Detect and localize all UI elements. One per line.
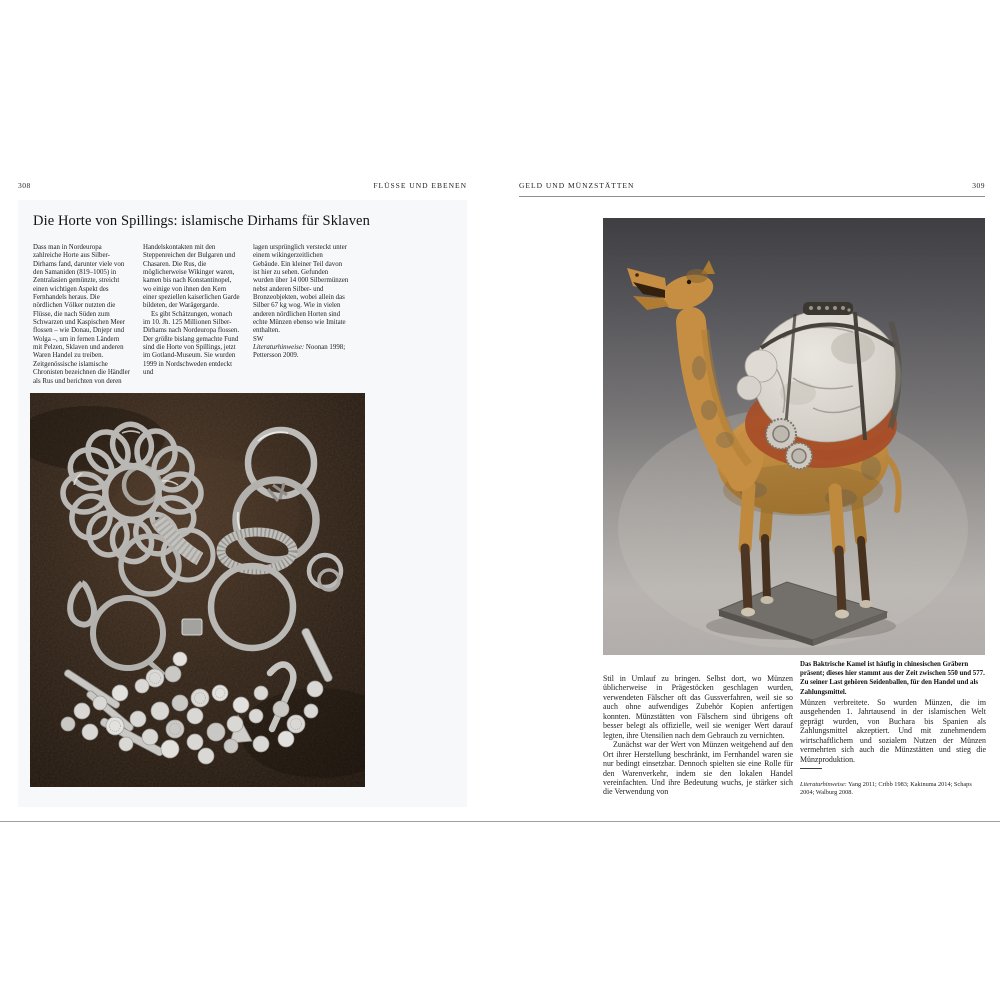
right-header-rule <box>519 196 985 197</box>
box-references <box>253 344 350 361</box>
right-page-number: 309 <box>972 181 985 190</box>
camel-illustration <box>603 218 985 655</box>
body-column-left <box>603 674 793 797</box>
body-right-paragraph: Münzen verbreitete. So wurden Münzen, die im ausgehenden 1. Jahrtausend in der islamischen Welt geprägt wurden, von Buchara bis Spanien als Zahlungsmittel akzeptiert. Und mit zunehmendem wirtschaftlichem und sozialem Nutzen der Münzen vermehrten sich auch die Münzstätten und stieg die Münzproduktion. <box>800 698 986 764</box>
silver-hoard-photo <box>30 393 365 787</box>
box-title: Die Horte von Spillings: islamische Dirhams für Sklaven <box>33 213 370 229</box>
left-running-header <box>18 181 467 190</box>
body-left-paragraph-2: Zunächst war der Wert von Münzen weitgehend auf den Ort ihrer Herstellung beschränkt, im Fernhandel waren sie nur bedingt einsetzbar. Dennoch spielten sie eine Rolle für den Warenverkehr, indem sie den lokalen Handel vereinfachten. Und ihre Bedeutung wuchs, je stärker sich die Verwendung von <box>603 740 793 797</box>
box-column-2 <box>143 244 240 386</box>
right-references-text: Yang 2011; Cribb 1983; Kakinuma 2014; Schaps 2004; Walburg 2008. <box>800 781 972 796</box>
spread-bottom-rule <box>0 821 1000 822</box>
references-divider <box>800 768 822 769</box>
body-left-paragraph-1: Stil in Umlauf zu bringen. Selbst dort, wo Münzen üblicherweise in Prägestöcken geschlagen wurden, verwendeten Fälscher oft das Gussverfahren, weil sie so auch ohne aufwendiges Zubehör Kopien anfertigen konnten. Münzstätten von Fälschern sind übrigens oft besser belegt als offizielle, weil sie weniger Wert darauf legten, ihre Utensilien nach dem Gebrauch zu vernichten. <box>603 674 793 740</box>
references-text: Noonan 1998; Pettersson 2009. <box>253 344 346 360</box>
silver-cylinder <box>182 619 202 635</box>
left-page-number: 308 <box>18 181 31 190</box>
spillings-info-box <box>18 200 467 807</box>
right-running-header <box>519 181 985 190</box>
camel-photo <box>603 218 985 655</box>
box-col1-paragraph: Dass man in Nordeuropa zahlreiche Horte aus Silber-Dirhams fand, darunter viele von den Samaniden (819–1005) in Zentralasien gemünzte, streicht einen wichtigen Aspekt des Fernhandels heraus. Die nördlichen Völker nutzten die Flüsse, die nach Süden zum Schwarzen und Kaspischen Meer flossen – wie Donau, Dnjepr und Wolga –, um in fernen Ländern mit Pelzen, Sklaven und anderen Waren Handel zu treiben. Zeitgenössische islamische Chronisten bezeichnen die Händler als Rus und berichten von deren <box>33 244 131 385</box>
box-column-1 <box>33 244 130 386</box>
author-initials: SW <box>253 335 264 343</box>
box-col2-paragraph-1: Handelskontakten mit den Steppenreichen der Bulgaren und Chasaren. Die Rus, die möglicherweise Wikinger waren, kamen bis nach Konstantinopel, wo einige von ihnen den Kern einer speziellen kaiserlichen Garde bildeten, der Warägergarde. <box>143 244 240 310</box>
right-references <box>800 781 986 797</box>
silver-hoard-illustration <box>30 393 365 787</box>
camel-eye <box>687 280 691 284</box>
body-column-right <box>800 698 986 764</box>
box-column-group <box>33 244 363 386</box>
box-col2-paragraph-2: Es gibt Schätzungen, wonach im 10. Jh. 125 Millionen Silber-Dirhams nach Nordeuropa flossen. Der größte bislang gemachte Fund sind die Horte von Spillings, jetzt im Gotland-Museum. Sie wurden 1999 in Nordschweden entdeckt und <box>143 310 240 377</box>
right-references-label: Literaturhinweise: <box>800 781 847 788</box>
right-running-head: GELD UND MÜNZSTÄTTEN <box>519 181 635 190</box>
box-column-3 <box>253 244 350 386</box>
left-running-head: FLÜSSE UND EBENEN <box>373 181 467 190</box>
camel-caption: Das Baktrische Kamel ist häufig in chinesischen Gräbern präsent; dieses hier stammt aus der Zeit zwischen 550 und 577. Zu seiner Last gehören Seidenballen, für den Handel und als Zahlungsmittel. <box>800 661 985 696</box>
box-col3-paragraph: lagen ursprünglich versteckt unter einem wikingerzeitlichen Gebäude. Ein kleiner Teil davon ist hier zu sehen. Gefunden wurden über 14 000 Silbermünzen nebst anderen Silber- und Bronzeobjekten, wobei allein das Silber 67 kg wog. Wie in vielen anderen nördlichen Horten sind echte Münzen ebenso wie Imitate enthalten. <box>253 244 349 335</box>
references-label: Literaturhinweise: <box>253 344 305 352</box>
